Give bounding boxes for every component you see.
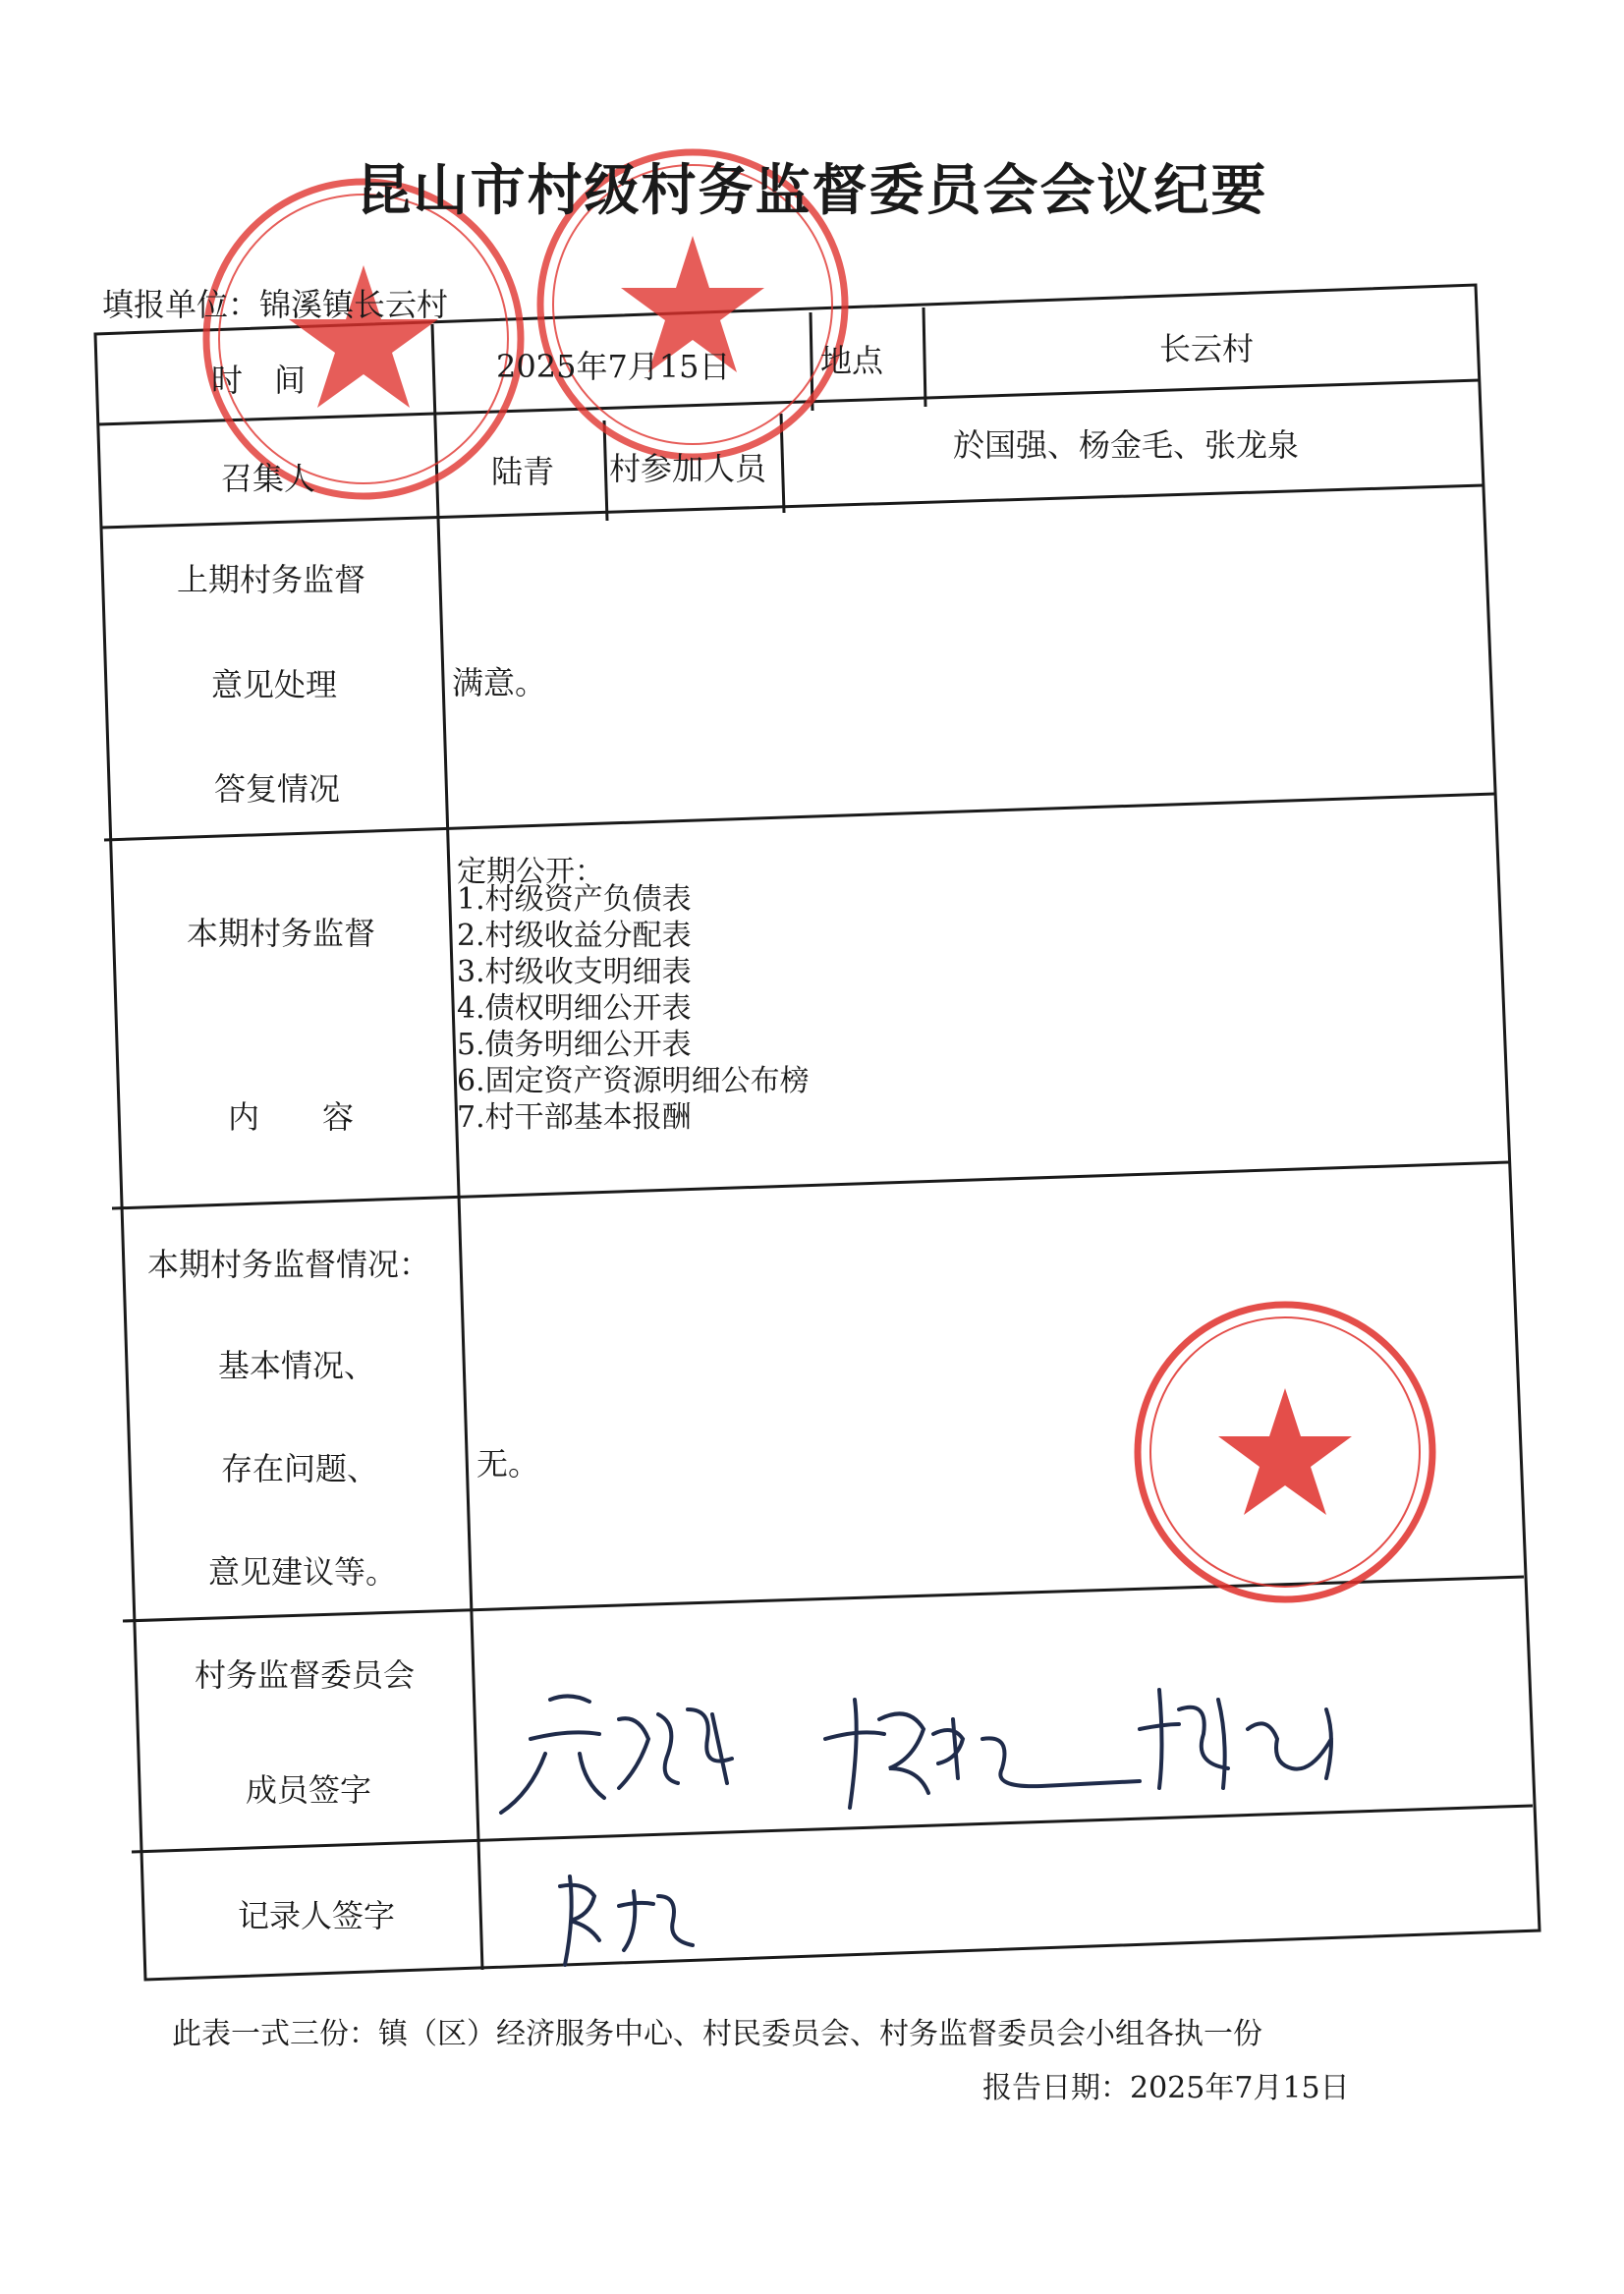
convener-label: 召集人 bbox=[221, 460, 316, 497]
members-label-line-2: 成员签字 bbox=[246, 1771, 372, 1809]
list-item: 6.固定资产资源明细公布榜 bbox=[457, 1064, 810, 1098]
situation-label-line-1: 本期村务监督情况： bbox=[147, 1246, 431, 1283]
previous-label-line-1: 上期村务监督 bbox=[177, 561, 366, 598]
place-value: 长云村 bbox=[1159, 330, 1255, 367]
current-items-list bbox=[457, 881, 810, 1136]
current-label-bottom: 内 容 bbox=[228, 1098, 355, 1136]
list-item: 5.债务明细公开表 bbox=[457, 1028, 692, 1062]
previous-content: 满意。 bbox=[452, 664, 547, 701]
situation-label-line-3: 存在问题、 bbox=[221, 1450, 379, 1487]
time-label: 时 间 bbox=[211, 362, 307, 399]
member-signatures bbox=[491, 1660, 1375, 1837]
situation-label-line-2: 基本情况、 bbox=[218, 1347, 376, 1384]
document-title: 昆山市村级村务监督委员会会议纪要 bbox=[356, 158, 1268, 223]
time-value: 2025年7月15日 bbox=[496, 348, 731, 385]
reporting-unit-label: 填报单位： bbox=[102, 286, 260, 323]
previous-label-line-2: 意见处理 bbox=[211, 666, 338, 703]
participants-label: 村参加人员 bbox=[609, 450, 767, 487]
previous-label-line-3: 答复情况 bbox=[214, 770, 341, 808]
reporting-unit bbox=[102, 280, 448, 325]
reporting-unit-value: 锦溪镇长云村 bbox=[259, 286, 449, 323]
participants-value: 於国强、杨金毛、张龙泉 bbox=[953, 426, 1300, 464]
current-intro: 定期公开： bbox=[457, 855, 604, 889]
situation-content: 无。 bbox=[476, 1445, 540, 1483]
footer-note: 此表一式三份：镇（区）经济服务中心、村民委员会、村务监督委员会小组各执一份 bbox=[172, 2017, 1262, 2051]
list-item: 2.村级收益分配表 bbox=[457, 919, 692, 953]
seal-right bbox=[1128, 1295, 1442, 1609]
list-item: 7.村干部基本报酬 bbox=[457, 1100, 692, 1135]
convener-value: 陆青 bbox=[491, 453, 555, 490]
list-item: 4.债权明细公开表 bbox=[457, 991, 692, 1026]
place-label: 地点 bbox=[820, 342, 884, 379]
recorder-signature bbox=[531, 1862, 727, 1980]
recorder-label: 记录人签字 bbox=[238, 1897, 396, 1934]
current-label-top: 本期村务监督 bbox=[187, 915, 376, 952]
list-item: 3.村级收支明细表 bbox=[457, 955, 692, 989]
report-date: 报告日期：2025年7月15日 bbox=[982, 2071, 1350, 2105]
members-label-line-1: 村务监督委员会 bbox=[195, 1656, 416, 1694]
list-item: 1.村级资产负债表 bbox=[457, 882, 692, 917]
situation-label-line-4: 意见建议等。 bbox=[208, 1553, 398, 1591]
